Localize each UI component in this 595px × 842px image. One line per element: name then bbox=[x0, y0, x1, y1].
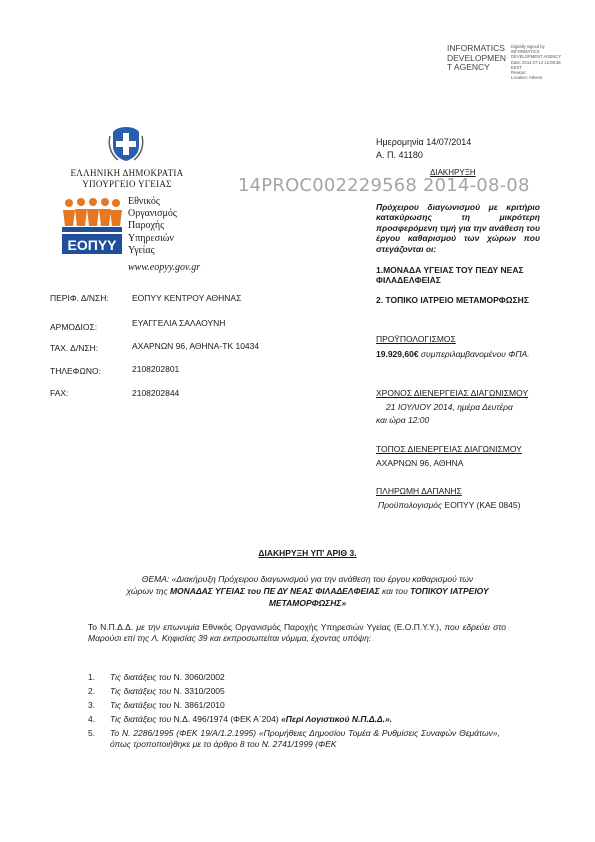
protocol-number: Α. Π. 41180 bbox=[376, 150, 423, 160]
declaration-number: ΔΙΑΚΗΡΥΞΗ ΥΠ' ΑΡΙΘ 3. bbox=[258, 548, 357, 558]
theme-line-1: ΘΕΜΑ: «Διακήρυξη Πρόχειρου διαγωνισμού για την ανάθεση του έργου καθαρισμού των bbox=[141, 574, 474, 584]
info-label-region: ΠΕΡΙΦ. Δ/ΝΣΗ: bbox=[50, 293, 109, 303]
list-item-law: Ν. 3861/2010 bbox=[173, 700, 225, 710]
tender-unit-1: 1.ΜΟΝΑΔΑ ΥΓΕΙΑΣ ΤΟΥ ΠΕΔΥ ΝΕΑΣ ΦΙΛΑΔΕΛΦΕΙΑΣ bbox=[376, 265, 524, 286]
list-item-law: Ν. 3060/2002 bbox=[173, 672, 225, 682]
info-value-fax: 2108202844 bbox=[132, 388, 180, 398]
logo-text: ΕΟΠΥΥ bbox=[67, 237, 117, 253]
signature-meta-line: Digitally signed by bbox=[511, 44, 545, 49]
signature-meta-line: Reason: bbox=[511, 70, 527, 76]
signature-meta-line: EEST bbox=[511, 64, 522, 70]
signature-meta bbox=[511, 44, 581, 80]
tender-unit-2: 2. ΤΟΠΙΚΟ ΙΑΤΡΕΙΟ ΜΕΤΑΜΟΡΦΩΣΗΣ bbox=[376, 295, 529, 305]
budget-note: συμπεριλαμβανομένου ΦΠΑ. bbox=[420, 349, 530, 359]
list-item-number: 3. bbox=[88, 700, 96, 710]
intro-paragraph bbox=[88, 622, 506, 644]
ministry-line: ΥΠΟΥΡΓΕΙΟ ΥΓΕΙΑΣ bbox=[82, 179, 172, 189]
signature-organization: INFORMATICS DEVELOPMEN T AGENCY bbox=[447, 43, 507, 72]
info-label-address: ΤΑΧ. Δ/ΝΣΗ: bbox=[50, 343, 99, 353]
list-item-title: «Περί Λογιστικού Ν.Π.Δ.Δ.». bbox=[278, 714, 393, 724]
info-value-region: ΕΟΠΥΥ ΚΕΝΤΡΟΥ ΑΘΗΝΑΣ bbox=[132, 293, 242, 303]
place-label: ΤΟΠΟΣ ΔΙΕΝΕΡΓΕΙΑΣ ΔΙΑΓΩΝΙΣΜΟΥ bbox=[376, 444, 522, 454]
declaration-heading: ΔΙΑΚΗΡΥΞΗ bbox=[430, 168, 476, 177]
payment-label: ΠΛΗΡΩΜΗ ΔΑΠΑΝΗΣ bbox=[376, 486, 462, 496]
eopyy-logo-icon bbox=[60, 196, 124, 256]
theme-line-2 bbox=[80, 586, 535, 597]
list-item-text: Τις διατάξεις του bbox=[110, 686, 174, 696]
signature-meta-line: DEVELOPMENT AGENCY bbox=[511, 54, 562, 60]
organization-name-line: Υπηρεσιών bbox=[128, 232, 174, 244]
theme-unit-2: ΤΟΠΙΚΟΥ ΙΑΤΡΕΙΟΥ bbox=[410, 586, 489, 596]
info-value-officer: ΕΥΑΓΓΕΛΙΑ ΣΑΛΑΟΥΝΗ bbox=[132, 318, 226, 328]
tender-subject: Πρόχειρου διαγωνισμού με κριτήριο κατακύρωσης τη μικρότερη προσφερόμενη τιμή για την ανάθεση του έργου καθαρισμού των χώρων που στεγάζονται οι: bbox=[376, 202, 540, 254]
payment-line bbox=[378, 500, 542, 510]
time-value-2: και ώρα 12:00 bbox=[376, 415, 430, 425]
ada-watermark: 14PROC002229568 2014-08-08 bbox=[238, 175, 530, 196]
time-label: ΧΡΟΝΟΣ ΔΙΕΝΕΡΓΕΙΑΣ ΔΙΑΓΩΝΙΣΜΟΥ bbox=[376, 388, 529, 398]
organization-name-line: Υγείας bbox=[128, 244, 155, 256]
info-label-officer: ΑΡΜΟΔΙΟΣ: bbox=[50, 322, 98, 332]
payment-value-2: ΕΟΠΥΥ (ΚΑΕ 0845) bbox=[444, 500, 521, 510]
time-value-1: 21 ΙΟΥΛΙΟΥ 2014, ημέρα Δευτέρα bbox=[386, 402, 513, 412]
list-item bbox=[88, 686, 506, 697]
info-value-phone: 2108202801 bbox=[132, 364, 180, 374]
info-label-fax: FAX: bbox=[50, 388, 69, 398]
list-item bbox=[88, 700, 506, 711]
list-item-law: όπως τροποποιήθηκε με το άρθρο 8 του Ν. 2741/1999 (ΦΕΚ bbox=[110, 739, 337, 749]
organization-name-line: Εθνικός bbox=[128, 196, 160, 207]
info-label-phone: ΤΗΛΕΦΩΝΟ: bbox=[50, 366, 101, 376]
intro-part: που εδρεύει στο Μαρούσι επί της Λ. Κηφισίας 39 και εκπροσωπείται νόμιμα, έχοντας υπόψη: bbox=[88, 622, 506, 643]
signature-meta-line: Date: 2014.07.14 12:08:48 bbox=[511, 59, 561, 65]
list-item-number: 4. bbox=[88, 714, 96, 724]
website-link[interactable]: www.eopyy.gov.gr bbox=[128, 262, 201, 273]
list-item bbox=[88, 728, 506, 750]
payment-value-1: Προϋπολογισμός bbox=[378, 500, 443, 510]
list-item-number: 2. bbox=[88, 686, 96, 696]
list-item-number: 5. bbox=[88, 728, 96, 738]
theme-part: χώρων της bbox=[126, 586, 170, 596]
ministry-heading bbox=[58, 168, 196, 190]
list-item-text: Το Ν. 2286/1995 (ΦΕΚ 19/Α/1.2.1995) «Προμήθειες Δημοσίου Τομέα & Ρυθμίσεις Συναφών Θεμάτων», bbox=[110, 728, 500, 738]
signature-meta-line: Location: Athens bbox=[511, 75, 542, 81]
intro-part: με την επωνυμία bbox=[136, 622, 200, 632]
list-item-text: Τις διατάξεις του bbox=[110, 700, 174, 710]
list-item-text: Τις διατάξεις του bbox=[110, 714, 174, 724]
list-item bbox=[88, 672, 506, 683]
theme-line-3: ΜΕΤΑΜΟΡΦΩΣΗΣ» bbox=[268, 598, 347, 608]
intro-part: Το Ν.Π.Δ.Δ. bbox=[88, 622, 137, 632]
coat-of-arms-icon bbox=[106, 124, 146, 164]
organization-name bbox=[128, 196, 177, 257]
organization-name-line: Παροχής bbox=[128, 220, 165, 232]
info-value-address: ΑΧΑΡΝΩΝ 96, ΑΘΗΝΑ-ΤΚ 10434 bbox=[132, 341, 260, 351]
place-value: ΑΧΑΡΝΩΝ 96, ΑΘΗΝΑ bbox=[376, 458, 464, 468]
budget-label: ΠΡΟΫΠΟΛΟΓΙΣΜΟΣ bbox=[376, 334, 456, 344]
document-date: Ημερομηνία 14/07/2014 bbox=[376, 137, 472, 147]
list-item-law: Ν. 3310/2005 bbox=[173, 686, 225, 696]
list-item-number: 1. bbox=[88, 672, 96, 682]
theme-part: και του bbox=[379, 586, 411, 596]
intro-part: Εθνικός Οργανισμός Παροχής Υπηρεσιών Υγείας (Ε.Ο.Π.Υ.Υ.), bbox=[199, 622, 445, 632]
list-item-law: Ν.Δ. 496/1974 (ΦΕΚ Α΄204) bbox=[173, 714, 279, 724]
organization-name-line: Οργανισμός bbox=[128, 208, 177, 220]
budget-line bbox=[376, 349, 540, 359]
list-item-text: Τις διατάξεις του bbox=[110, 672, 174, 682]
list-item bbox=[88, 714, 506, 725]
budget-value: 19.929,60€ bbox=[376, 349, 419, 359]
signature-meta-line: INFORMATICS bbox=[511, 49, 540, 55]
ministry-line: ΕΛΛΗΝΙΚΗ ΔΗΜΟΚΡΑΤΙΑ bbox=[70, 168, 184, 178]
theme-unit-1: ΜΟΝΑΔΑΣ ΥΓΕΙΑΣ του ΠΕ ΔΥ ΝΕΑΣ ΦΙΛΑΔΕΛΦΕΙΑΣ bbox=[169, 586, 380, 596]
